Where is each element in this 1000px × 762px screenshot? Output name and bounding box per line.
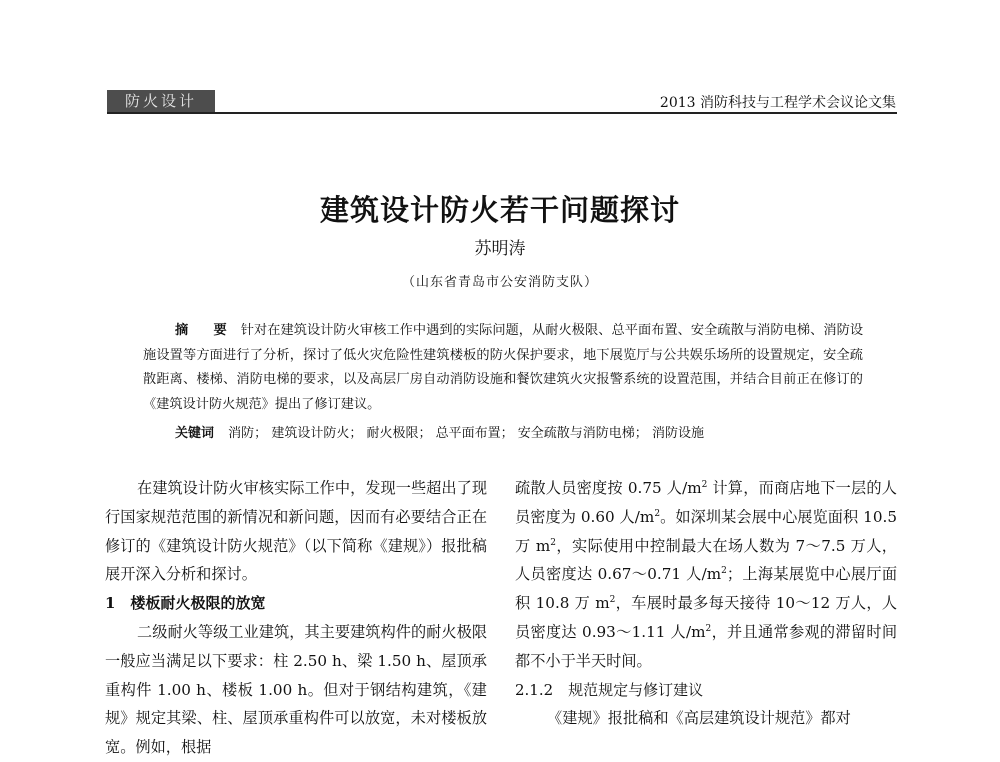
keywords <box>175 422 704 441</box>
keywords-label: 关键词 <box>175 426 215 441</box>
intro-paragraph: 在建筑设计防火审核实际工作中，发现一些超出了现行国家规范范围的新情况和新问题，因而有必要结合正在修订的《建筑设计防火规范》（以下简称《建规》）报批稿展开深入分析和探讨。 <box>105 479 487 584</box>
author: 苏明涛 <box>474 239 526 259</box>
abstract <box>143 319 863 417</box>
keyword: 安全疏散与消防电梯； <box>517 426 648 441</box>
superscript: 2 <box>705 623 712 634</box>
abstract-text: 针对在建筑设计防火审核工作中遇到的实际问题，从耐火极限、总平面布置、安全疏散与消防电梯、消防设施设置等方面进行了分析，探讨了低火灾危险性建筑楼板的防火保护要求，地下展览厅与公共娱乐场所的设置规定，安全疏散距离、楼梯、消防电梯的要求，以及高层厂房自动消防设施和餐饮建筑火灾报警系统的设置范围，并结合目前正在修订的《建筑设计防火规范》提出了修订建议。 <box>143 323 864 412</box>
superscript: 2 <box>721 566 727 577</box>
text-run: 。如深圳某会展中心展览面积 10.5 万 m <box>515 507 897 555</box>
subsection-heading: 2.1.2 规范规定与修订建议 <box>515 680 704 699</box>
superscript: 2 <box>654 508 661 519</box>
density-paragraph <box>515 474 897 676</box>
keyword: 消防设施 <box>651 426 704 441</box>
superscript: 2 <box>550 537 556 548</box>
left-column <box>105 474 487 762</box>
text-run: ，并且通常参观的滞留时间都不小于半天时间。 <box>515 622 898 670</box>
paper-title: 建筑设计防火若干问题探讨 <box>319 193 680 227</box>
section-heading-1: 1 楼板耐火极限的放宽 <box>105 594 266 613</box>
keyword: 消防； <box>228 426 268 441</box>
body-paragraph: 二级耐火等级工业建筑，其主要建筑构件的耐火极限一般应当满足以下要求：柱 2.50 h、梁 1.50 h、屋顶承重构件 1.00 h、楼板 1.00 h。但对于钢结构建筑，《建规》规定其梁、柱、屋顶承重构件可以放宽，未对楼板放宽。例如，根据 <box>105 622 487 757</box>
header-rule <box>107 112 897 114</box>
keyword: 总平面布置； <box>435 426 514 441</box>
text-run: ；上海某展览中心展厅面积 10.8 万 m <box>515 565 898 613</box>
superscript: 2 <box>609 595 616 606</box>
text-run: 疏散人员密度按 0.75 人/m <box>515 479 702 497</box>
section-tag: 防火设计 <box>107 90 215 112</box>
text-run: 计算，而商店地下一层的人员密度为 0.60 人/m <box>515 479 897 526</box>
body-paragraph: 《建规》报批稿和《高层建筑设计规范》都对 <box>547 709 851 728</box>
superscript: 2 <box>701 479 708 490</box>
affiliation: （山东省青岛市公安消防支队） <box>401 275 598 290</box>
keyword: 耐火极限； <box>366 426 432 441</box>
text-run: ，实际使用中控制最大在场人数为 7～7.5 万人，人员密度达 0.67～0.71 人/m <box>515 536 897 584</box>
keyword: 建筑设计防火； <box>271 426 363 441</box>
text-run: ，车展时最多每天接待 10～12 万人，人员密度达 0.93～1.11 人/m <box>515 594 898 641</box>
abstract-label: 摘 要 <box>175 323 233 338</box>
right-column <box>515 474 897 733</box>
proceedings-title: 2013 消防科技与工程学术会议论文集 <box>659 95 896 111</box>
